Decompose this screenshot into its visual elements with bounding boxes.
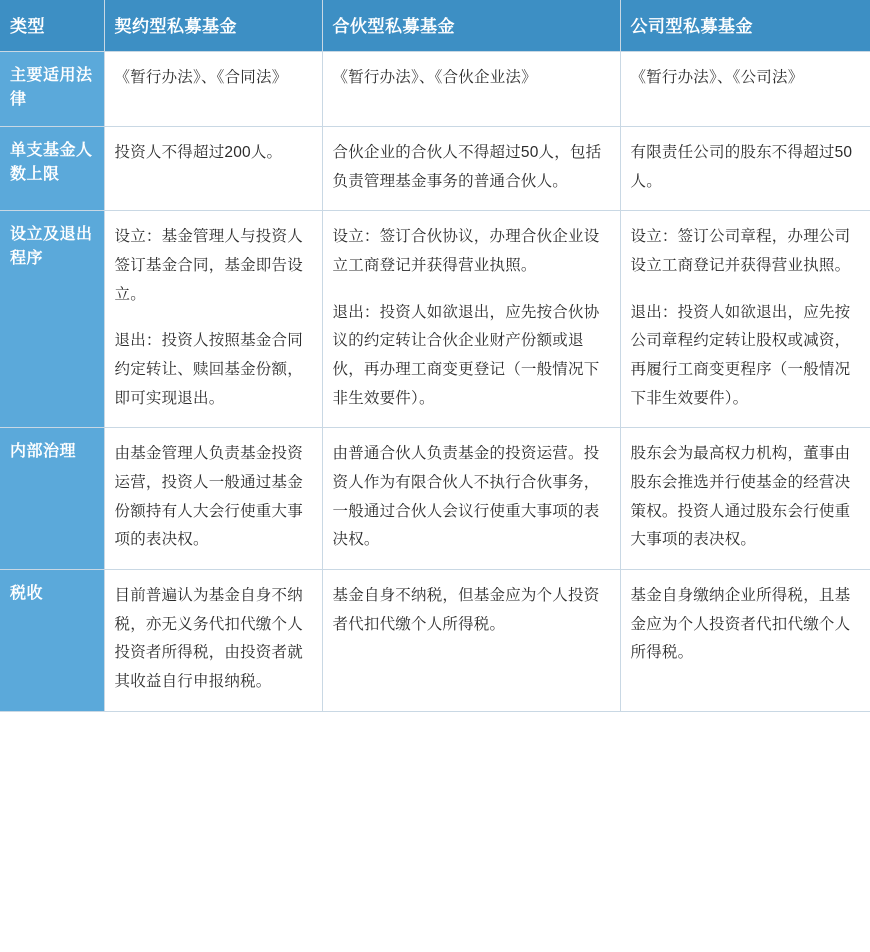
- cell-paragraph: 设立：签订公司章程，办理公司设立工商登记并获得营业执照。: [630, 228, 851, 275]
- cell-applicable-law-corporate: [620, 52, 870, 127]
- row-label-setup-exit: 设立及退出程序: [0, 211, 104, 428]
- cell-governance-contractual: [104, 428, 322, 570]
- cell-applicable-law-partnership: [322, 52, 620, 127]
- table-row: [0, 52, 870, 127]
- cell-taxation-contractual: [104, 570, 322, 712]
- cell-paragraph: 退出：投资人如欲退出，应先按合伙协议的约定转让合伙企业财产份额或退伙，再办理工商变更登记（一般情况下非生效要件）。: [332, 303, 600, 407]
- cell-setup-exit-partnership: [322, 211, 620, 428]
- table-header: [0, 0, 870, 52]
- table-body: [0, 52, 870, 712]
- cell-paragraph: 《暂行办法》、《公司法》: [630, 69, 804, 86]
- column-header-corporate-fund: 公司型私募基金: [620, 0, 870, 52]
- table-row: [0, 211, 870, 428]
- cell-paragraph: 《暂行办法》、《合同法》: [114, 69, 288, 86]
- cell-setup-exit-contractual: [104, 211, 322, 428]
- cell-paragraph: 投资人不得超过200人。: [114, 144, 283, 161]
- column-header-partnership-fund: 合伙型私募基金: [322, 0, 620, 52]
- cell-paragraph: 由基金管理人负责基金投资运营，投资人一般通过基金份额持有人大会行使重大事项的表决权。: [114, 445, 303, 549]
- header-row: [0, 0, 870, 52]
- cell-paragraph: 退出：投资人按照基金合同约定转让、赎回基金份额，即可实现退出。: [114, 332, 303, 407]
- cell-paragraph: 《暂行办法》、《合伙企业法》: [332, 69, 537, 86]
- cell-governance-corporate: [620, 428, 870, 570]
- cell-investor-cap-partnership: [322, 127, 620, 211]
- cell-paragraph: 设立：签订合伙协议，办理合伙企业设立工商登记并获得营业执照。: [332, 228, 600, 275]
- cell-paragraph: 基金自身缴纳企业所得税，且基金应为个人投资者代扣代缴个人所得税。: [630, 587, 851, 662]
- column-header-contractual-fund: 契约型私募基金: [104, 0, 322, 52]
- cell-paragraph: 基金自身不纳税，但基金应为个人投资者代扣代缴个人所得税。: [332, 587, 600, 633]
- cell-governance-partnership: [322, 428, 620, 570]
- row-label-taxation: 税收: [0, 570, 104, 712]
- row-label-governance: 内部治理: [0, 428, 104, 570]
- cell-taxation-corporate: [620, 570, 870, 712]
- cell-paragraph: 合伙企业的合伙人不得超过50人，包括负责管理基金事务的普通合伙人。: [332, 144, 602, 190]
- cell-investor-cap-corporate: [620, 127, 870, 211]
- table-row: [0, 570, 870, 712]
- cell-paragraph: 目前普遍认为基金自身不纳税，亦无义务代扣代缴个人投资者所得税，由投资者就其收益自行申报纳税。: [114, 587, 303, 691]
- table-row: [0, 428, 870, 570]
- cell-setup-exit-corporate: [620, 211, 870, 428]
- cell-taxation-partnership: [322, 570, 620, 712]
- row-label-applicable-law: 主要适用法律: [0, 52, 104, 127]
- cell-paragraph: 有限责任公司的股东不得超过50人。: [630, 144, 853, 190]
- column-header-type: 类型: [0, 0, 104, 52]
- table-row: [0, 127, 870, 211]
- cell-paragraph: 由普通合伙人负责基金的投资运营。投资人作为有限合伙人不执行合伙事务，一般通过合伙人会议行使重大事项的表决权。: [332, 445, 600, 549]
- cell-investor-cap-contractual: [104, 127, 322, 211]
- cell-paragraph: 设立：基金管理人与投资人签订基金合同，基金即告设立。: [114, 228, 303, 303]
- cell-paragraph: 股东会为最高权力机构，董事由股东会推选并行使基金的经营决策权。投资人通过股东会行使重大事项的表决权。: [630, 445, 851, 549]
- row-label-investor-cap: 单支基金人数上限: [0, 127, 104, 211]
- cell-paragraph: 退出：投资人如欲退出，应先按公司章程约定转让股权或减资，再履行工商变更程序（一般情况下非生效要件）。: [630, 303, 851, 407]
- cell-applicable-law-contractual: [104, 52, 322, 127]
